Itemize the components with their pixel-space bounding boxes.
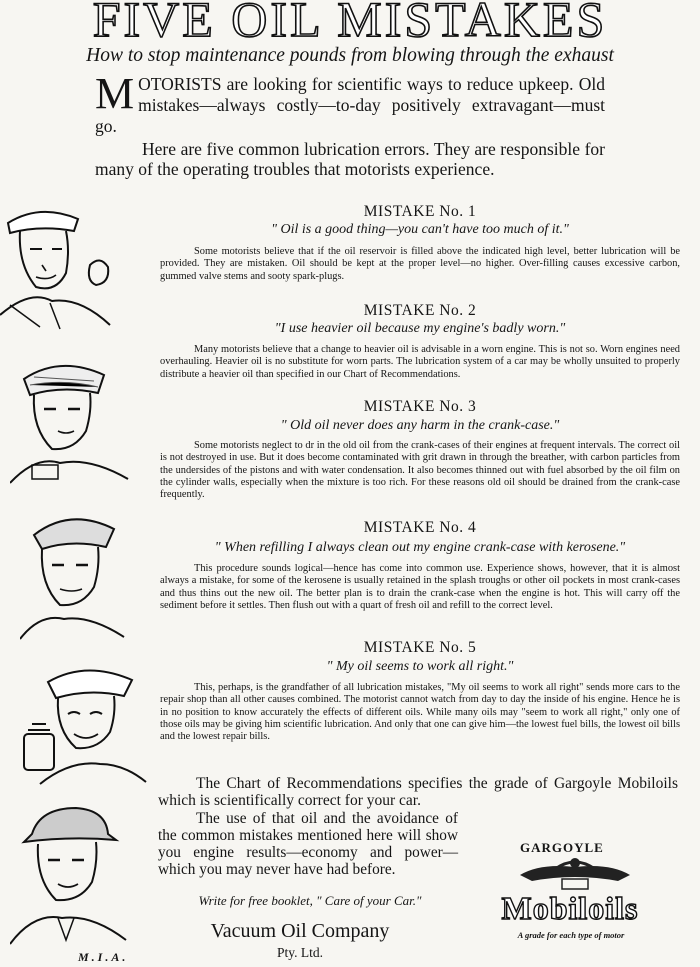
motorist-portrait-4-icon: [20, 660, 150, 785]
brand-tagline: A grade for each type of motor: [517, 930, 625, 940]
motorist-portrait-2-icon: [10, 355, 130, 485]
ad-subtitle: How to stop maintenance pounds from blowing through the exhaust: [86, 45, 614, 66]
mistake-1-heading: MISTAKE No. 1: [363, 203, 477, 220]
mistake-4-quote: " When refilling I always clean out my engine crank-case with kerosene.": [214, 540, 626, 555]
drop-cap: M: [95, 69, 135, 118]
mistake-2-heading: MISTAKE No. 2: [363, 302, 477, 319]
brand-name: Mobiloils: [501, 890, 639, 926]
motorist-portrait-5-icon: [10, 800, 130, 945]
motorist-portrait-3-icon: [20, 505, 130, 640]
mistake-2-body: Many motorists believe that a change to heavier oil is advisable in a worn engine. This is not so. Worn engines need overhauling. Heavier oil is no substitute for worn parts. The lubrication system of a car may be wholly unsuited to properly distribute a heavier oil than specified in our Chart of Recommendations.: [160, 344, 680, 380]
intro-text: OTORISTS are looking for scientific ways to reduce upkeep. Old mistakes—always costly—to-day positively extravagant—must go.: [95, 74, 605, 136]
booklet-offer: Write for free booklet, " Care of your Car.": [198, 893, 422, 908]
closing-paragraph-2: The use of that oil and the avoidance of the common mistakes mentioned here will show you engine results—economy and power—which you may never have had before.: [158, 810, 458, 878]
gargoyle-label: GARGOYLE: [520, 840, 604, 855]
motorist-portrait-1-icon: [0, 205, 130, 330]
mistake-3-heading: MISTAKE No. 3: [363, 398, 477, 415]
intro-paragraph-2: Here are five common lubrication errors. They are responsible for many of the operating troubles that motorists experience.: [95, 139, 605, 180]
mistake-1-quote: " Oil is a good thing—you can't have too much of it.": [271, 222, 569, 237]
mistake-5-quote: " My oil seems to work all right.": [326, 659, 514, 674]
ad-title: FIVE OIL MISTAKES: [92, 0, 608, 47]
mistake-5-heading: MISTAKE No. 5: [363, 639, 477, 656]
company-suffix: Pty. Ltd.: [276, 945, 323, 960]
mistake-1-body: Some motorists believe that if the oil reservoir is filled above the indicated high level, better lubrication will be provided. They are mistaken. Oil should be kept at the proper level—no higher. Over-filling causes excessive carbon, gummed valve stems and sooty spark-plugs.: [160, 246, 680, 282]
closing-paragraph-1: The Chart of Recommendations specifies the grade of Gargoyle Mobiloils which is scientifically correct for your car.: [158, 775, 678, 809]
mistake-4-body: This procedure sounds logical—hence has come into common use. Experience shows, however, that it is almost always a mistake, for some of the kerosene is usually retained in the splash troughs or other oil pockets in most crank-cases and thus thins out the new oil. The better plan is to drain the crank-case when the engine is hot. This will carry off the sediment before it settles. Then flush out with a quart of fresh oil and refill to the correct level.: [160, 563, 680, 611]
mistake-3-body: Some motorists neglect to dr in the old oil from the crank-cases of their engines at frequent intervals. The correct oil is not destroyed in use. But it does become contaminated with grit drawn in through the breather, with carbon particles from the undersides of the pistons and with water condensation. It also becomes thinned out with fuel absorbed by the oil film on the cylinder walls, especially when the mixture is too rich. For these reasons old oil should be drained from the crank-case frequently.: [160, 440, 680, 501]
intro-paragraph: [95, 69, 605, 137]
mistake-3-quote: " Old oil never does any harm in the crank-case.": [280, 418, 560, 433]
artist-initials: M.I.A.: [78, 950, 129, 964]
company-name: Vacuum Oil Company: [210, 920, 390, 942]
mistake-2-quote: "I use heavier oil because my engine's badly worn.": [274, 321, 566, 336]
mistake-5-body: This, perhaps, is the grandfather of all lubrication mistakes, "My oil seems to work all right" sends more cars to the repair shop than all other causes combined. The motorist cannot watch from day to day the inside of his engine. Hence he is in no position to know accurately the effects of different oils. While many oils may "seem to work all right," only one of those oils may be giving him scientific lubrication. And only that one can give him—the lowest fuel bills, the lowest oil bills and the lowest repair bills.: [160, 682, 680, 743]
mistake-4-heading: MISTAKE No. 4: [363, 519, 477, 536]
